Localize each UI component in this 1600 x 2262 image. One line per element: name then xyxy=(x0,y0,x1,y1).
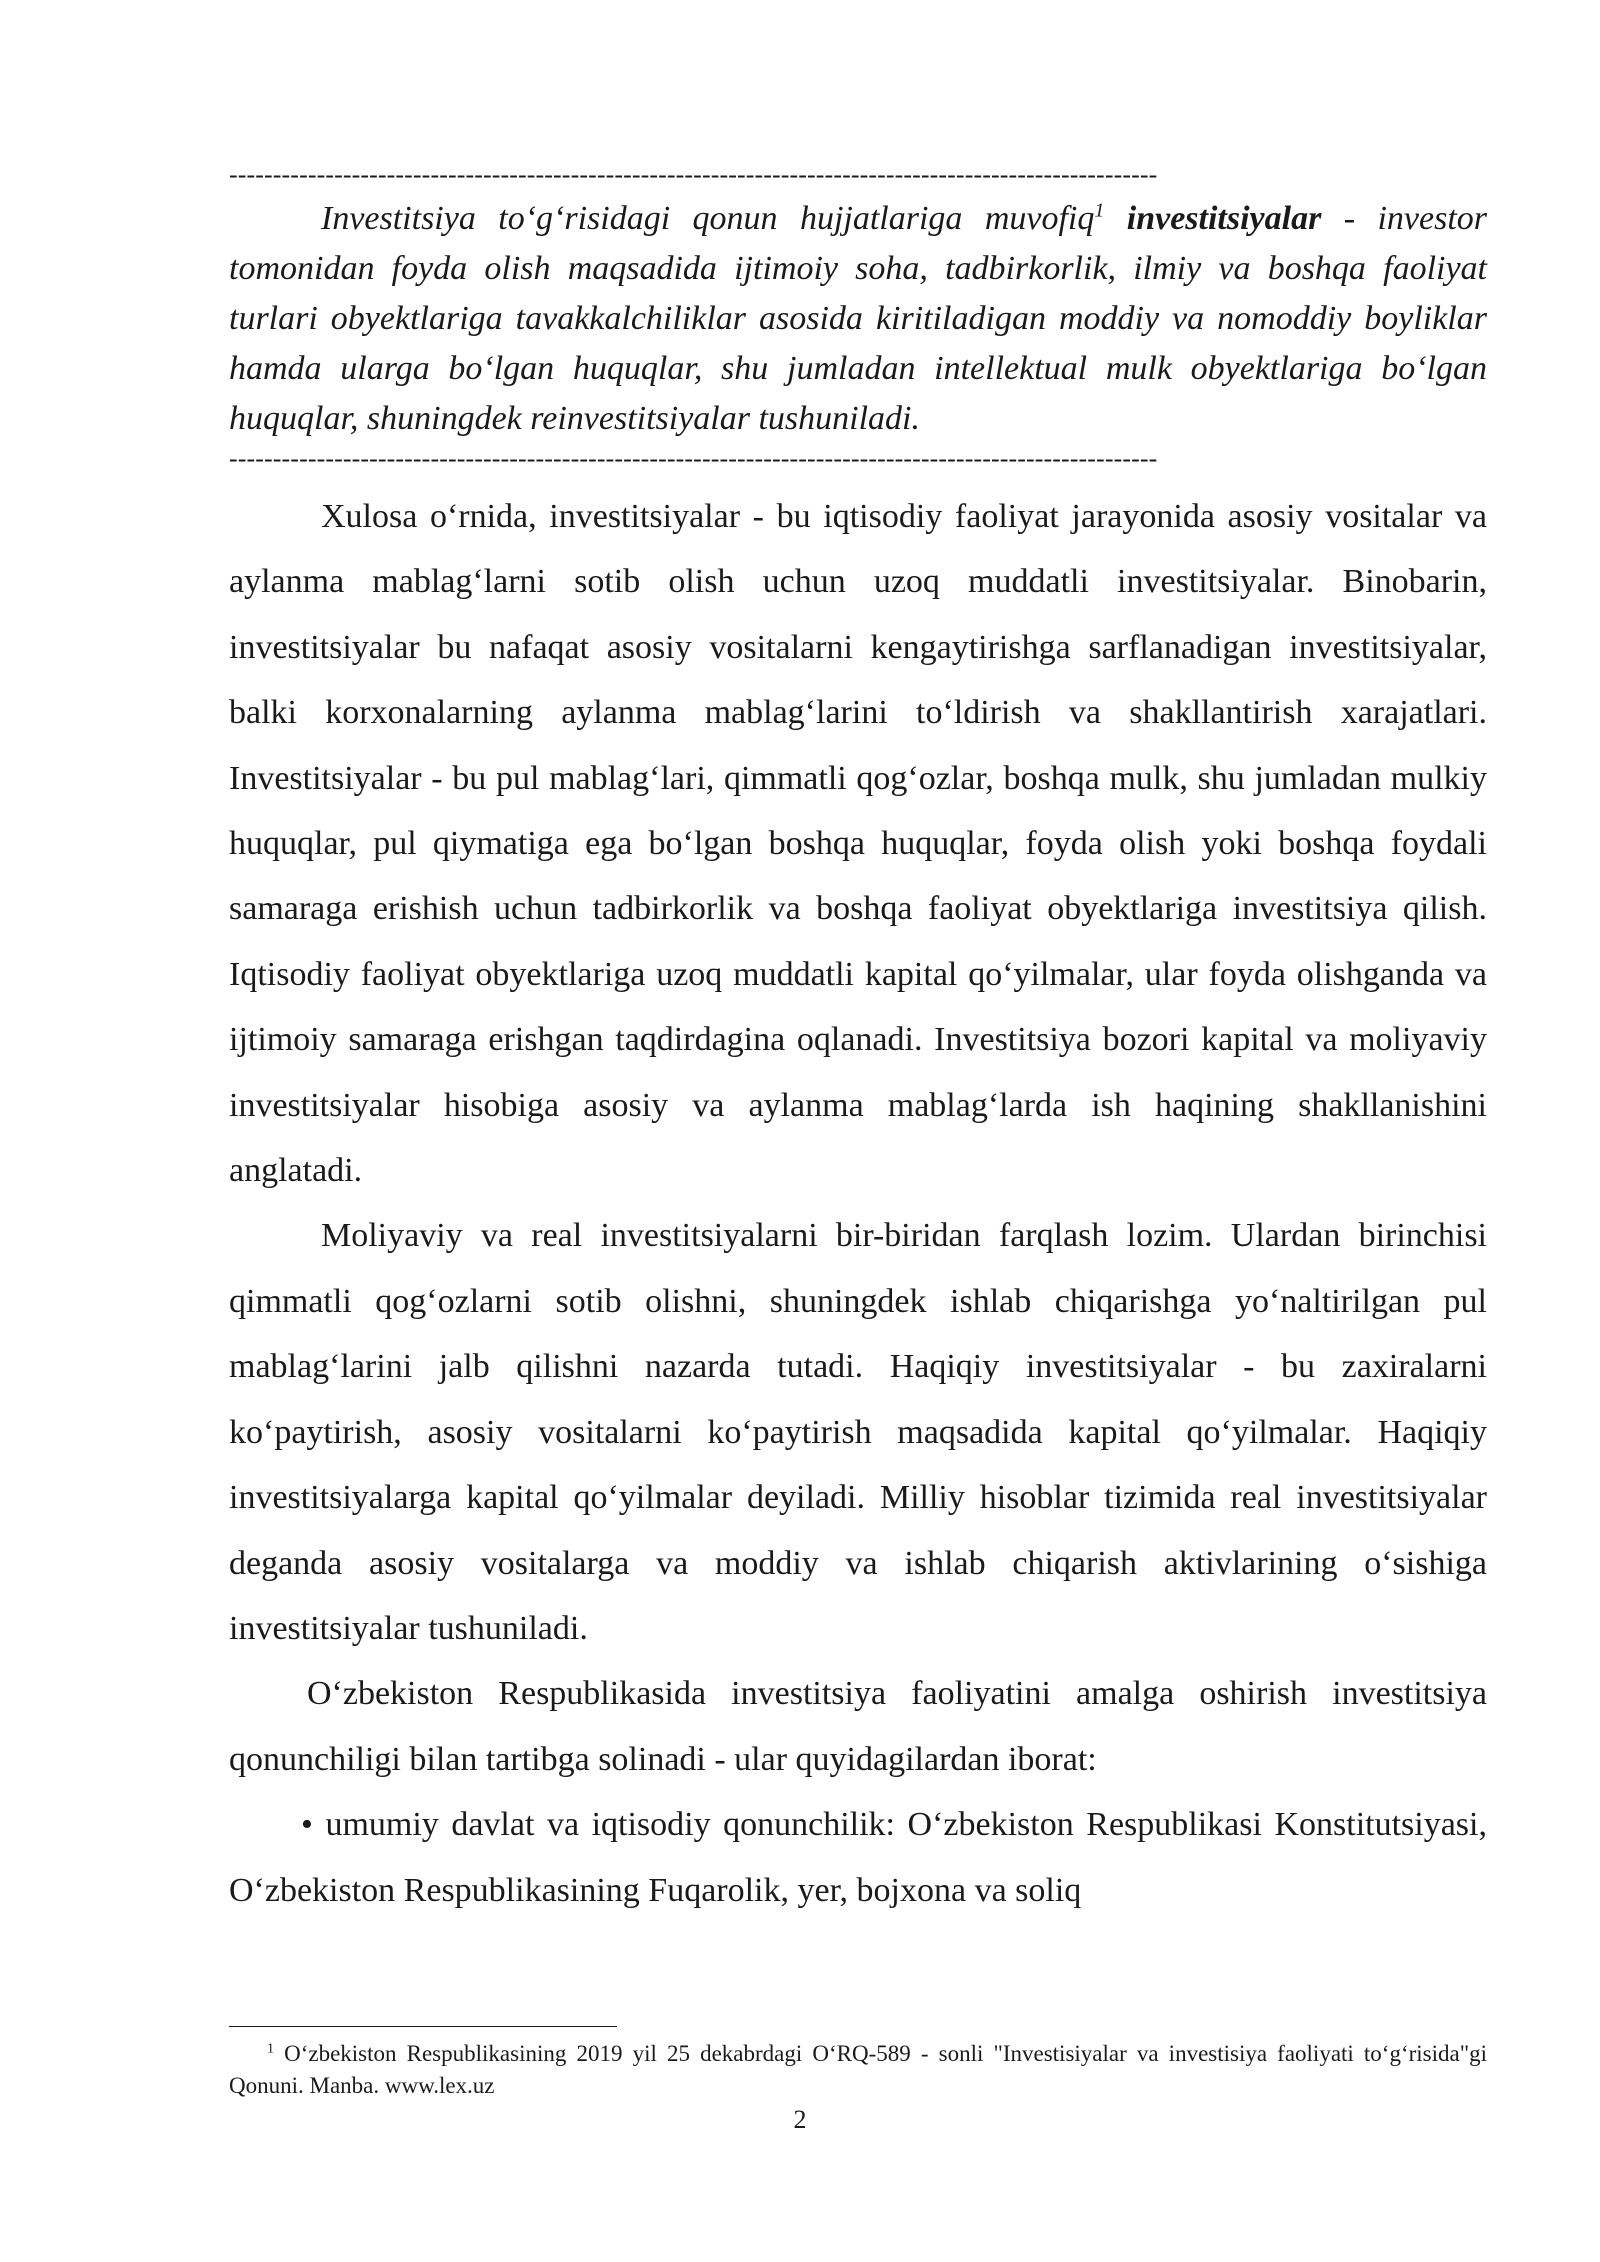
definition-quote xyxy=(229,194,1487,444)
page-body xyxy=(229,160,1487,1923)
quote-term: investitsiyalar xyxy=(1126,200,1322,237)
quote-lead: Investitsiya to‘g‘risidagi qonun hujjatlariga muvofiq xyxy=(321,200,1095,237)
paragraph-conclusion: Xulosa o‘rnida, investitsiyalar - bu iqtisodiy faoliyat jarayonida asosiy vositalar va aylanma mablag‘larni sotib olish uchun uzoq muddatli investitsiyalar. Binobarin, investitsiyalar bu nafaqat asosiy vositalarni kengaytirishga sarflanadigan investitsiyalar, balki korxonalarning aylanma mablag‘larini to‘ldirish va shakllantirish xarajatlari. Investitsiyalar - bu pul mablag‘lari, qimmatli qog‘ozlar, boshqa mulk, shu jumladan mulkiy huquqlar, pul qiymatiga ega bo‘lgan boshqa huquqlar, foyda olish yoki boshqa foydali samaraga erishish uchun tadbirkorlik va boshqa faoliyat obyektlariga investitsiya qilish. Iqtisodiy faoliyat obyektlariga uzoq muddatli kapital qo‘yilmalar, ular foyda olishganda va ijtimoiy samaraga erishgan taqdirdagina oqlanadi. Investitsiya bozori kapital va moliyaviy investitsiyalar hisobiga asosiy va aylanma mablag‘larda ish haqining shakllanishini anglatadi. xyxy=(229,498,1487,1190)
footnote-reference[interactable]: 1 xyxy=(1094,199,1105,222)
quote-body: - investor tomonidan foyda olish maqsadida ijtimoiy soha, tadbirkorlik, ilmiy va boshqa faoliyat turlari obyektlariga tavakkalchiliklar asosida kiritiladigan moddiy va nomoddiy boyliklar hamda ularga bo‘lgan huquqlar, shu jumladan intellektual mulk obyektlariga bo‘lgan huquqlar, shuningdek reinvestitsiyalar tushuniladi. xyxy=(229,200,1487,437)
paragraph-legislation: O‘zbekiston Respublikasida investitsiya faoliyatini amalga oshirish investitsiya qonunchiligi bilan tartibga solinadi - ular quyidagilardan iborat: xyxy=(229,1675,1487,1778)
footnote xyxy=(229,2038,1487,2102)
separator-bottom: ---------------------------------------------------------------------------------------------------------- xyxy=(229,444,1158,473)
page-number: 2 xyxy=(793,2105,807,2134)
footnote-divider xyxy=(229,2026,617,2027)
bullet-item-general-law: • umumiy davlat va iqtisodiy qonunchilik: O‘zbekiston Respublikasi Konstitutsiyasi, O‘zbekiston Respublikasining Fuqarolik, yer, bojxona va soliq xyxy=(229,1806,1487,1909)
paragraph-financial-real: Moliyaviy va real investitsiyalarni bir-biridan farqlash lozim. Ulardan birinchisi qimmatli qog‘ozlarni sotib olishni, shuningdek ishlab chiqarishga yo‘naltirilgan pul mablag‘larini jalb qilishni nazarda tutadi. Haqiqiy investitsiyalar - bu zaxiralarni ko‘paytirish, asosiy vositalarni ko‘paytirish maqsadida kapital qo‘yilmalar. Haqiqiy investitsiyalarga kapital qo‘yilmalar deyiladi. Milliy hisoblar tizimida real investitsiyalar deganda asosiy vositalarga va moddiy va ishlab chiqarish aktivlarining o‘sishiga investitsiyalar tushuniladi. xyxy=(229,1217,1487,1647)
footnote-mark: 1 xyxy=(267,2041,274,2057)
separator-top: ---------------------------------------------------------------------------------------------------------- xyxy=(229,160,1158,189)
footnote-text: O‘zbekiston Respublikasining 2019 yil 25 dekabrdagi O‘RQ-589 - sonli "Investisiyalar va investisiya faoliyati to‘g‘risida"gi Qonuni. Manba. www.lex.uz xyxy=(229,2041,1487,2098)
